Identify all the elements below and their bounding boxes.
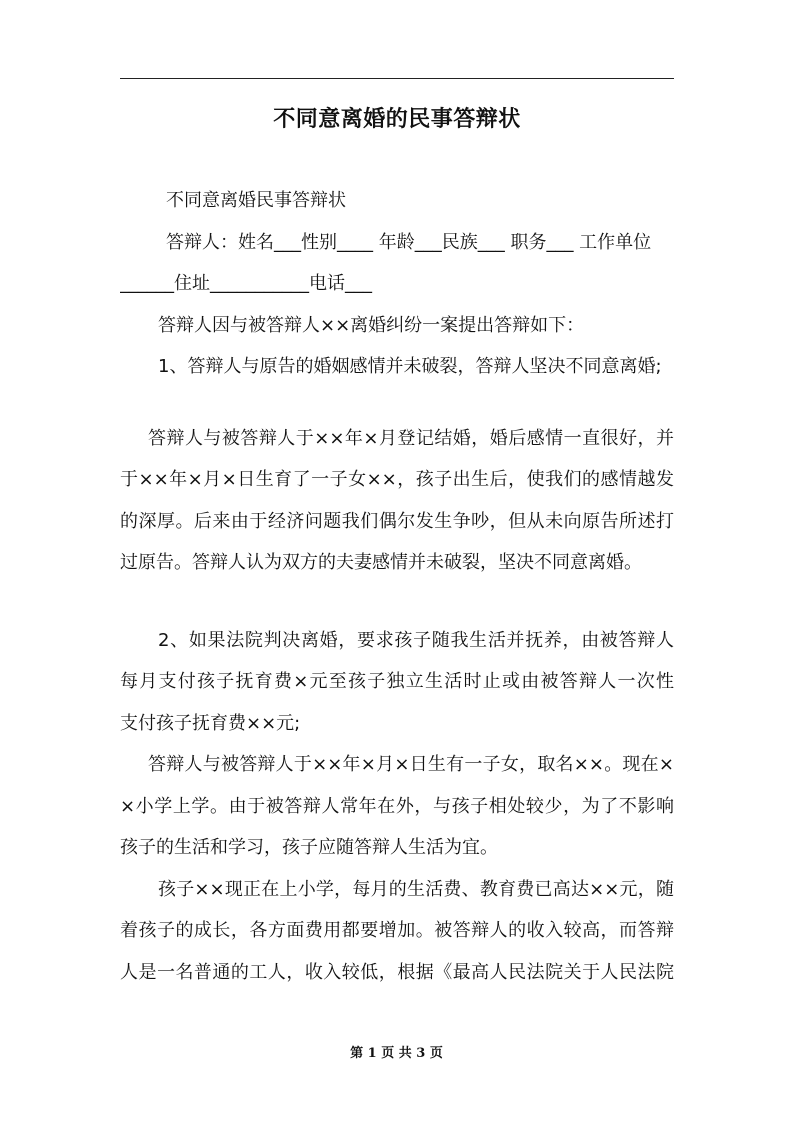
intro-paragraph: 答辩人因与被答辩人××离婚纠纷一案提出答辩如下： — [158, 314, 585, 336]
respondent-info-line: 答辩人：姓名___性别____ 年龄___民族___ 职务___ 工作单位 — [166, 231, 652, 253]
subtitle-line: 不同意离婚民事答辩状 — [166, 190, 346, 211]
document-body — [120, 180, 674, 993]
respondent-info-line-2: ______住址___________电话___ — [120, 273, 372, 294]
paragraph-line: 于××年×月×日生育了一子女××，孩子出生后，使我们的感情越发 — [120, 469, 674, 490]
paragraph-line: 支付孩子抚育费××元; — [120, 712, 301, 734]
point-1-heading: 1、答辩人与原告的婚姻感情并未破裂，答辩人坚决不同意离婚; — [158, 356, 662, 377]
paragraph-line: 每月支付孩子抚育费×元至孩子独立生活时止或由被答辩人一次性 — [120, 671, 674, 692]
paragraph-gap — [120, 584, 674, 620]
paragraph-line: 的深厚。后来由于经济问题我们偶尔发生争吵，但从未向原告所述打 — [120, 510, 674, 532]
paragraph-line: 答辩人与被答辩人于××年×月登记结婚，婚后感情一直很好，并 — [148, 427, 674, 449]
paragraph-line: 着孩子的成长，各方面费用都要增加。被答辩人的收入较高，而答辩 — [120, 920, 674, 941]
page-footer: 第 1 页 共 3 页 — [350, 1046, 443, 1061]
paragraph-line: 过原告。答辩人认为双方的夫妻感情并未破裂，坚决不同意离婚。 — [120, 552, 642, 573]
point-2-heading: 2、如果法院判决离婚，要求孩子随我生活并抚养，由被答辩人 — [158, 629, 674, 651]
paragraph-line: 人是一名普通的工人，收入较低，根据《最高人民法院关于人民法院 — [120, 961, 674, 983]
paragraph-line: ×小学上学。由于被答辩人常年在外，与孩子相处较少，为了不影响 — [120, 795, 674, 817]
paragraph-line: 答辩人与被答辩人于××年×月×日生有一子女，取名××。现在× — [148, 754, 674, 775]
paragraph-gap — [120, 388, 674, 418]
header-rule — [120, 78, 674, 79]
paragraph-line: 孩子××现正在上小学，每月的生活费、教育费已高达××元，随 — [158, 878, 674, 900]
document-title: 不同意离婚的民事答辩状 — [273, 107, 521, 132]
paragraph-line: 孩子的生活和学习，孩子应随答辩人生活为宜。 — [120, 837, 498, 858]
